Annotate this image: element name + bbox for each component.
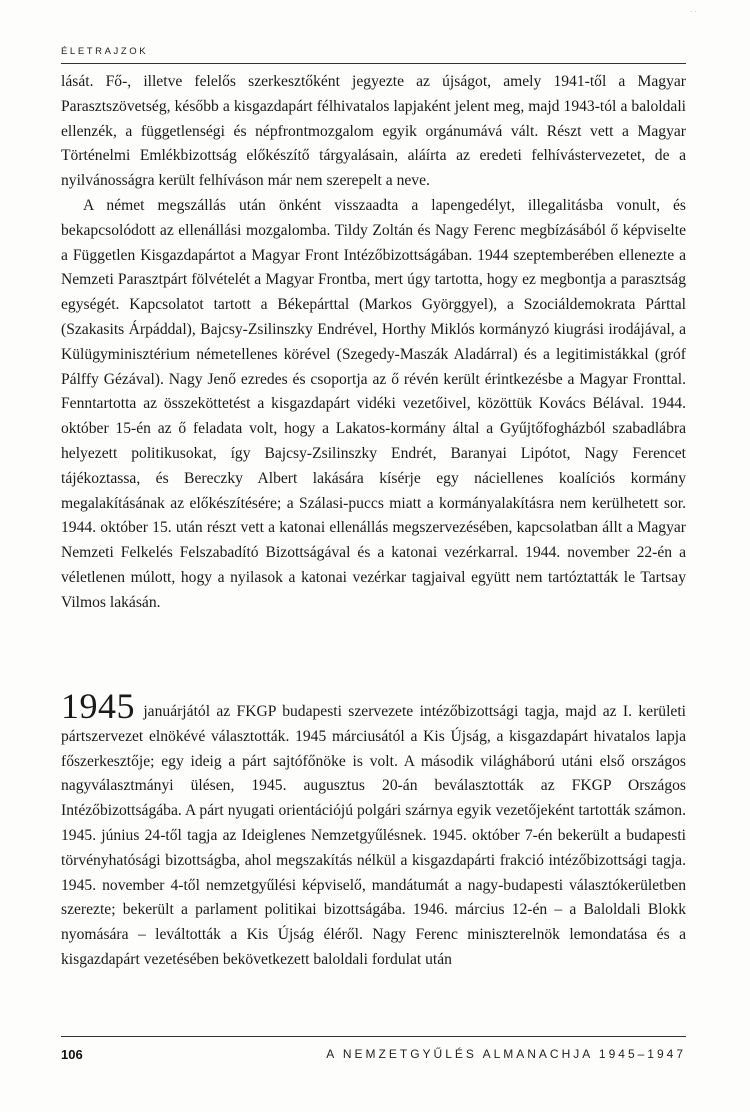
scan-mark: · ·: [690, 8, 697, 16]
section-1945: [61, 686, 686, 973]
year-heading: 1945: [61, 686, 135, 726]
page-number: 106: [61, 1047, 83, 1062]
running-head: ÉLETRAJZOK: [61, 46, 149, 57]
paragraph-continuation: lását. Fő-, illetve felelős szerkesztőként jegyezte az újságot, amely 1941-től a Magyar Parasztszövetség, később a kisgazdapárt félhivatalos lapjaként jelent meg, majd 1943-tól a baloldali ellenzék, a függetlenségi és népfrontmozgalom egyik orgánumává vált. Részt vett a Magyar Történelmi Emlékbizottság előkészítő tárgyalásain, aláírta az eredeti felhívástervezetet, de a nyilvánosságra került felhíváson már nem szerepelt a neve.: [61, 73, 686, 190]
main-text: [61, 70, 686, 616]
paragraph-resistance: A német megszállás után önként visszaadta a lapengedélyt, illegalitásba vonult, és bekapcsolódott az ellenállási mozgalomba. Tildy Zoltán és Nagy Ferenc megbízásából ő képviselte a Független Kisgazdapártot a Magyar Front Intézőbizottságában. 1944 szeptemberében ellenezte a Nemzeti Parasztpárt fölvételét a Magyar Frontba, mert úgy tartotta, hogy ez megbontja a parasztság egységét. Kapcsolatot tartott a Békepárttal (Markos Györggyel), a Szociáldemokrata Párttal (Szakasits Árpáddal), Bajcsy-Zsilinszky Endrével, Horthy Miklós kormányzó kiugrási irodájával, a Külügyminisztérium németellenes körével (Szegedy-Maszák Aladárral) és a legitimistákkal (gróf Pálffy Gézával). Nagy Jenő ezredes és csoportja az ő révén került érintkezésbe a Magyar Fronttal. Fenntartotta az összeköttetést a kisgazdapárt vidéki vezetőivel, közöttük Kovács Bélával. 1944. október 15-én az ő feladata volt, hogy a Lakatos-kormány által a Gyűjtőfogházból szabadlábra helyezett politikusokat, így Bajcsy-Zsilinszky Endrét, Baranyai Lipótot, Nagy Ferencet tájékoztassa, és Bereczky Albert lakására kísérje egy náciellenes koalíciós kormány megalakításának az előkészítésére; a Szálasi-puccs miatt a kormányalakításra nem kerülhetett sor. 1944. október 15. után részt vett a katonai ellenállás megszervezésében, kapcsolatban állt a Magyar Nemzeti Felkelés Felszabadító Bizottságával és a katonai vezérkarral. 1944. november 22-én a véletlenen múlott, hogy a nyilasok a katonai vezérkar tagjaival együtt nem tartóztatták le Tartsay Vilmos lakásán.: [61, 196, 686, 611]
paragraph-1945: [61, 686, 686, 973]
footer-rule: [61, 1036, 686, 1037]
header-rule: [61, 63, 686, 64]
running-foot: A NEMZETGYŰLÉS ALMANACHJA 1945–1947: [326, 1047, 686, 1061]
paragraph-1945-text: januárjától az FKGP budapesti szervezete intézőbizottsági tagja, majd az I. kerületi pártszervezet elnökévé választották. 1945 márciusától a Kis Újság, a kisgazdapárt hivatalos lapja főszerkesztője; egy ideig a párt sajtófőnöke is volt. A második világháború utáni első országos nagyválasztmányi ülésen, 1945. augusztus 20-án beválasztották az FKGP Országos Intézőbizottságába. A párt nyugati orientációjú polgári szárnya egyik vezetőjeként tartották számon. 1945. június 24-től tagja az Ideiglenes Nemzetgyűlésnek. 1945. október 7-én bekerült a budapesti törvényhatósági bizottságba, ahol megszakítás nélkül a kisgazdapárti frakció intézőbizottsági tagja. 1945. november 4-től nemzetgyűlési képviselő, mandátumát a nagy-budapesti választókerületben szerezte; bekerült a parlament politikai bizottságába. 1946. március 12-én – a Baloldali Blokk nyomására – leváltották a Kis Újság éléről. Nagy Ferenc miniszterelnök lemondatása és a kisgazdapárt vezetésében bekövetkezett baloldali fordulat után: [61, 703, 686, 968]
